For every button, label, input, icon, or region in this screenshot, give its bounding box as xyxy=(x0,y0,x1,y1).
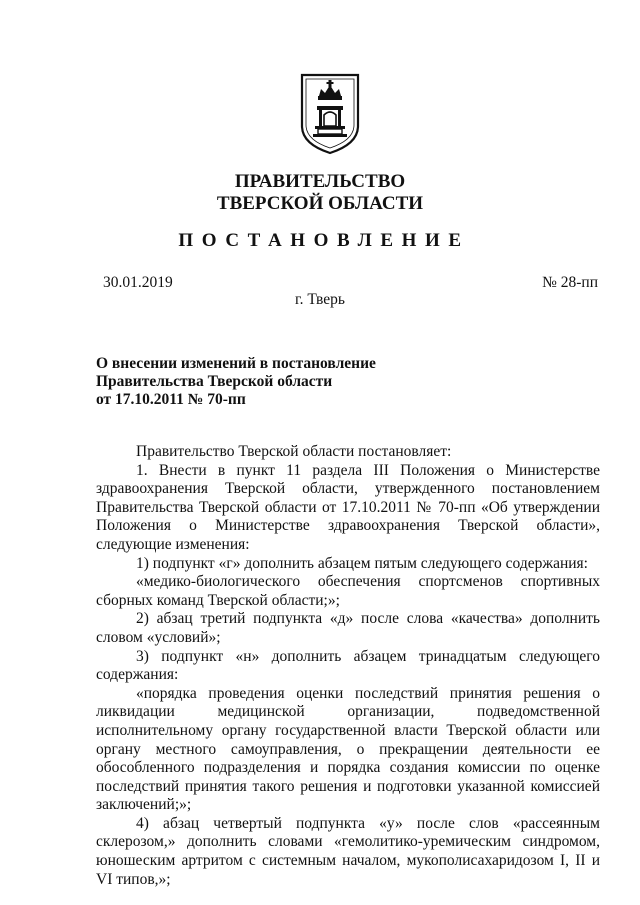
body-paragraph: «медико-биологического обеспечения спортсменов спортивных сборных команд Тверской области;»; xyxy=(96,573,600,609)
body-paragraph: 2) абзац третий подпункта «д» после слова «качества» дополнить словом «условий»; xyxy=(96,610,600,646)
body-paragraph: 1) подпункт «г» дополнить абзацем пятым следующего содержания: xyxy=(136,554,588,572)
body-paragraph: 3) подпункт «н» дополнить абзацем тринадцатым следующего содержания: xyxy=(96,647,600,684)
organization-name-line2: ТВЕРСКОЙ ОБЛАСТИ xyxy=(216,193,424,214)
document-body xyxy=(96,443,600,889)
document-number: № 28-пп xyxy=(542,274,598,291)
title-line: Правительства Тверской области xyxy=(96,373,333,390)
body-intro: Правительство Тверской области постановляет: xyxy=(136,443,452,460)
title-line: от 17.10.2011 № 70-пп xyxy=(96,391,246,408)
document-type: ПОСТАНОВЛЕНИЕ xyxy=(178,230,470,251)
body-paragraph: 4) абзац четвертый подпункта «у» после слов «рассеянным склерозом,» дополнить словами «гемолитико-уремическим синдромом, юношеским артритом с системным началом, мукополисахаридозом I, II и VI типов,»; xyxy=(96,814,600,888)
body-paragraph: «порядка проведения оценки последствий принятия решения о ликвидации медицинской организации, подведомственной исполнительному органу государственной власти Тверской области или органу местного самоуправления, о прекращении деятельности ее обособленного подразделения и порядка создания комиссии по оценке последствий принятия такого решения и подготовки указанной комиссией заключений;»; xyxy=(96,684,600,814)
coat-of-arms-emblem xyxy=(299,72,361,156)
body-paragraph: 1. Внести в пункт 11 раздела III Положения о Министерстве здравоохранения Тверской области, утвержденного постановлением Правительства Тверской области от 17.10.2011 № 70-пп «Об утверждении Положения о Министерстве здравоохранения Тверской области», следующие изменения: xyxy=(96,461,600,553)
title-line: О внесении изменений в постановление xyxy=(96,355,376,372)
document-title xyxy=(96,355,376,409)
document-date: 30.01.2019 xyxy=(103,274,173,291)
organization-name-line1: ПРАВИТЕЛЬСТВО xyxy=(234,171,406,192)
document-city: г. Тверь xyxy=(295,291,345,308)
